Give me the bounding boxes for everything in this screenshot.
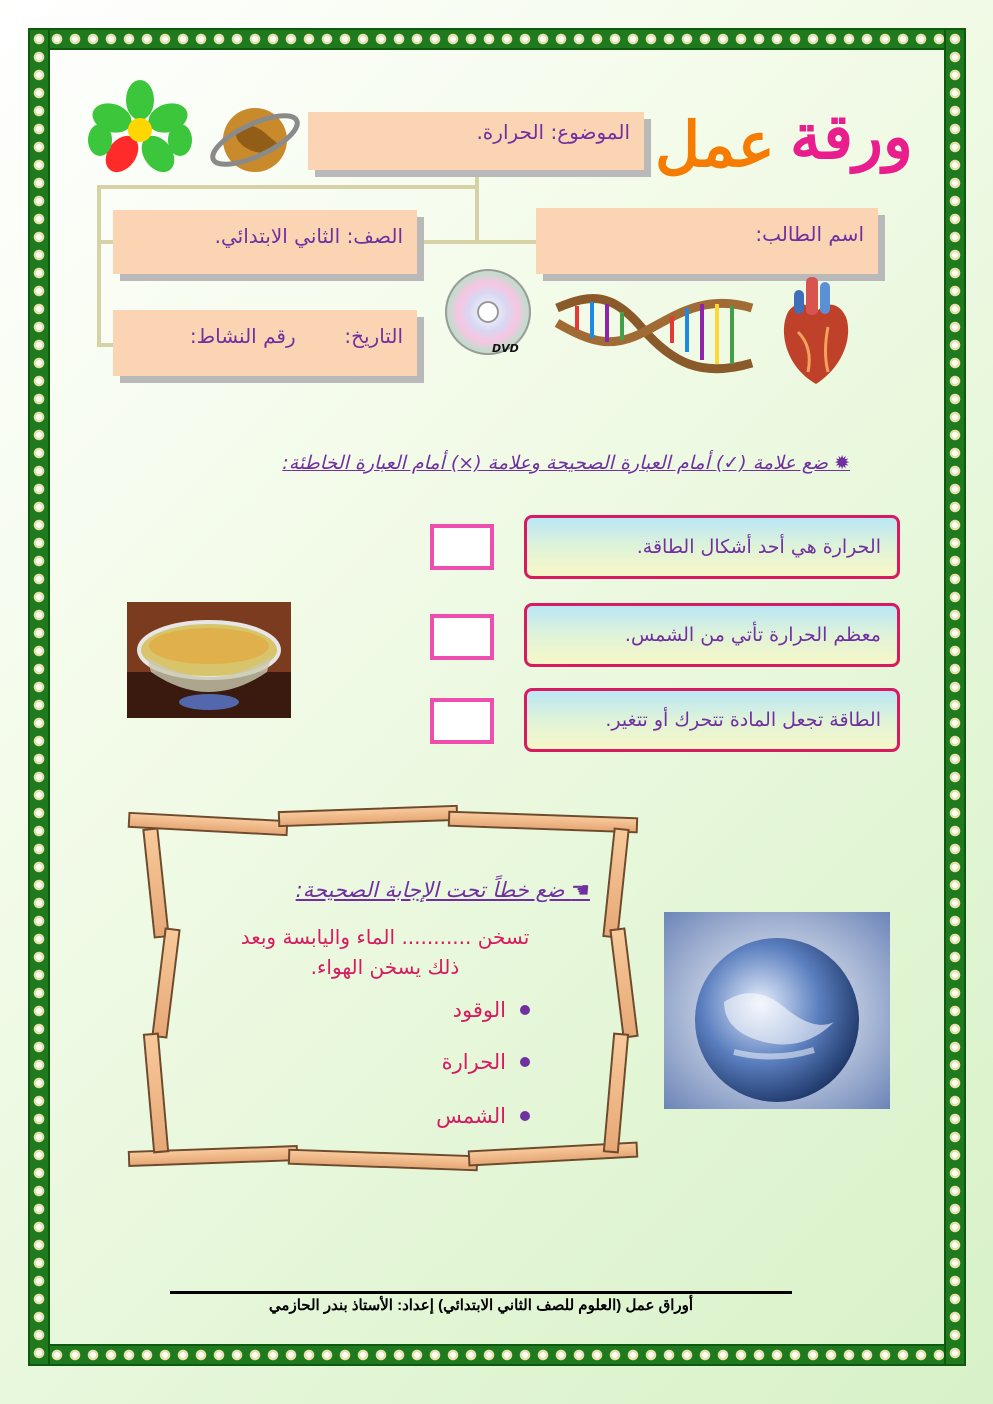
frame-right-border: [944, 28, 966, 1366]
option-sun[interactable]: الشمس: [390, 1104, 530, 1128]
frame-bottom-border: [28, 1344, 966, 1366]
activity-number-label: رقم النشاط:: [189, 324, 296, 348]
gear-bullet-icon: ✹: [834, 452, 850, 474]
footer-credit: أوراق عمل (العلوم للصف الثاني الابتدائي) إعداد: الأستاذ بندر الحازمي: [268, 1297, 694, 1314]
class-field: [113, 210, 417, 274]
option-heat[interactable]: الحرارة: [390, 1050, 530, 1074]
flower-icon: [80, 78, 200, 178]
instruction-true-false: ✹ ضع علامة (✓) أمام العبارة الصحيحة وعلامة (×) أمام العبارة الخاطئة:: [282, 452, 850, 474]
dna-helix-icon: [552, 288, 757, 383]
date-field[interactable]: [113, 310, 417, 376]
anatomical-heart-icon: [768, 272, 863, 392]
connector-line: [475, 172, 479, 244]
connector-line: [97, 185, 477, 189]
dvd-label: DVD: [492, 342, 519, 355]
answer-box-2[interactable]: [430, 614, 494, 660]
class-value: الثاني الابتدائي.: [214, 224, 341, 248]
earth-image: [664, 912, 890, 1109]
subject-label: الموضوع:: [550, 120, 630, 144]
bullet-icon: [520, 1005, 530, 1015]
bullet-icon: [520, 1111, 530, 1121]
student-name-label: اسم الطالب:: [755, 222, 864, 246]
question-line-1: تسخن ........... الماء واليابسة وبعد: [240, 925, 530, 949]
answer-box-1[interactable]: [430, 524, 494, 570]
question-text: [200, 922, 570, 982]
footer-divider: [170, 1291, 792, 1294]
option-fuel[interactable]: الوقود: [390, 998, 530, 1022]
subject-value: الحرارة.: [476, 120, 545, 144]
wooden-frame: [128, 808, 640, 1168]
bullet-icon: [520, 1057, 530, 1067]
frame-left-border: [28, 28, 50, 1366]
title-word-work: عمل: [655, 108, 775, 181]
frame-top-border: [28, 28, 966, 50]
student-name-field[interactable]: [536, 208, 878, 274]
statement-3: الطاقة تجعل المادة تتحرك أو تتغير.: [524, 688, 900, 752]
statement-2: معظم الحرارة تأتي من الشمس.: [524, 603, 900, 667]
question-line-2: ذلك يسخن الهواء.: [310, 955, 460, 979]
statement-1: الحرارة هي أحد أشكال الطاقة.: [524, 515, 900, 579]
connector-line: [97, 185, 101, 347]
subject-field: [308, 112, 644, 170]
class-label: الصف:: [346, 224, 403, 248]
date-label: التاريخ:: [344, 324, 403, 348]
globe-ring-icon: [205, 95, 305, 185]
pointing-hand-icon: ☚: [571, 878, 590, 902]
answer-box-3[interactable]: [430, 698, 494, 744]
cooking-pot-image: [127, 602, 291, 718]
title-word-worksheet: ورقة: [790, 100, 913, 173]
dvd-disc-icon: [440, 268, 540, 363]
instruction-underline-answer: ☚ ضع خطاً تحت الإجابة الصحيحة:: [295, 878, 590, 902]
